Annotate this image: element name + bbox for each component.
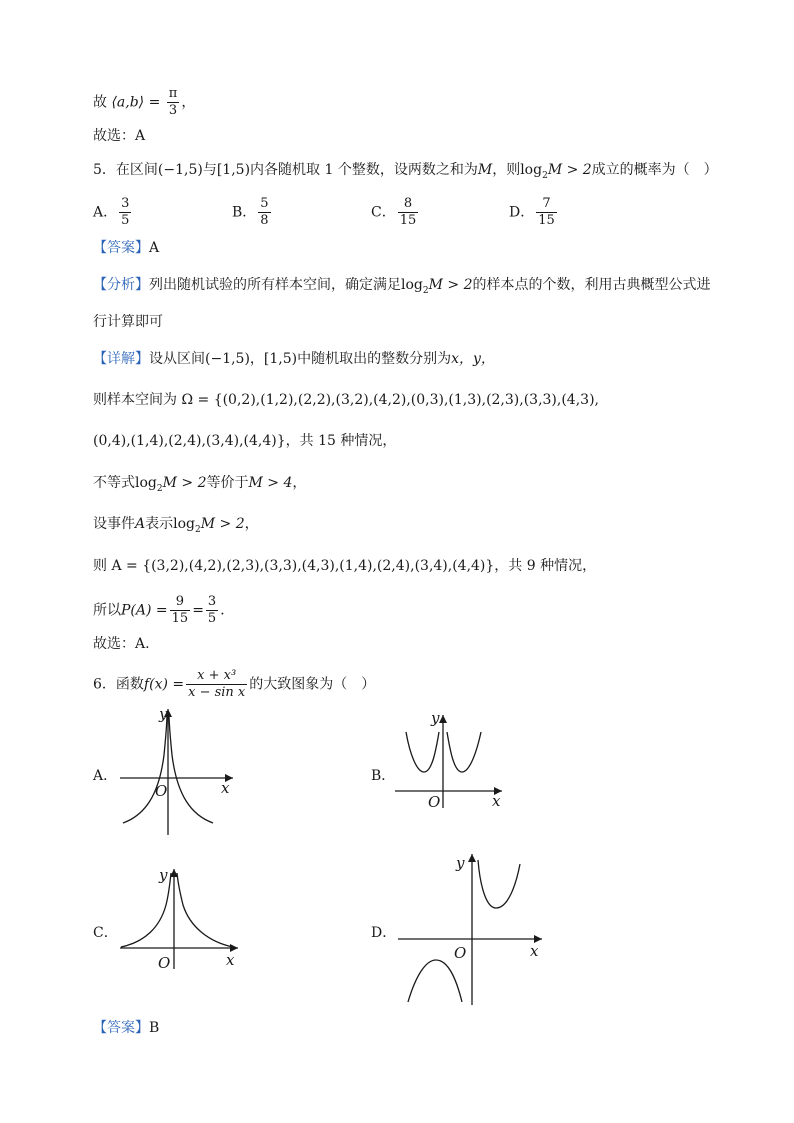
text: 6．函数 xyxy=(93,676,144,693)
math: log xyxy=(135,475,157,491)
math: f(x) = xyxy=(143,676,185,693)
fraction xyxy=(167,86,180,119)
y-label: y xyxy=(159,866,168,884)
detail-line-3: (0,4),(1,4),(2,4),(3,4),(4,4)}，共 15 种情况， xyxy=(93,433,397,449)
fraction xyxy=(258,196,270,229)
answer-value: B xyxy=(149,1020,160,1036)
math: M > 2 xyxy=(547,162,592,178)
curve-upper xyxy=(478,860,520,908)
text: 等价于 xyxy=(206,475,249,491)
denominator: 15 xyxy=(399,213,417,228)
text: 故 xyxy=(93,94,107,111)
y-arrow-icon xyxy=(439,715,447,723)
text: 成立的概率为（ ） xyxy=(591,162,718,178)
text: 设从区间 xyxy=(149,351,205,367)
math: (−1,5) xyxy=(205,351,250,367)
solution-line-angle xyxy=(93,86,195,119)
x-label: x xyxy=(226,951,235,969)
y-label: y xyxy=(431,709,440,727)
question-5 xyxy=(93,160,718,186)
y-arrow-icon xyxy=(468,854,476,862)
option-label: C． xyxy=(371,204,396,221)
text: 与 xyxy=(202,162,217,178)
graph-c xyxy=(115,865,245,973)
math: (−1,5) xyxy=(157,162,203,178)
math: A xyxy=(135,516,146,532)
detail-line-7 xyxy=(93,594,234,627)
detail-line-1 xyxy=(93,349,495,369)
denominator: 5 xyxy=(207,611,217,626)
x-label: x xyxy=(221,779,230,797)
curve-left xyxy=(406,732,439,772)
numerator: 3 xyxy=(121,196,130,211)
x-label: x xyxy=(530,942,539,960)
math: M > 2 xyxy=(200,516,245,532)
text: ， xyxy=(244,516,259,532)
denominator: 8 xyxy=(260,213,269,228)
fraction xyxy=(170,594,191,627)
math: [1,5) xyxy=(263,351,298,367)
text: 所以 xyxy=(93,602,121,619)
option-label: D． xyxy=(509,204,535,221)
subscript: 2 xyxy=(422,285,429,296)
subscript: 2 xyxy=(542,170,548,181)
choice-line: 故选：A xyxy=(93,128,146,144)
text: 中随机取出的整数分别为 xyxy=(297,351,452,367)
detail-line-5 xyxy=(93,514,259,540)
question-6 xyxy=(93,668,375,701)
y-label: y xyxy=(159,705,168,723)
text: 的大致图象为（ ） xyxy=(249,676,376,693)
analysis-line-1 xyxy=(93,275,710,301)
text: = xyxy=(192,602,204,619)
numerator: 3 xyxy=(207,594,217,609)
graph-b xyxy=(392,710,507,810)
curve-left xyxy=(123,713,167,823)
curve-right xyxy=(447,732,481,772)
origin-label: O xyxy=(428,793,441,811)
detail-line-2: 则样本空间为 Ω = {(0,2),(1,2),(2,2),(3,2),(4,2),(0,3),(1,3),(2,3),(3,3),(4,3), xyxy=(93,392,599,408)
subscript: 2 xyxy=(156,483,163,494)
text: 内各随机取 1 个整数，设两数之和为 xyxy=(250,162,478,178)
fraction xyxy=(398,196,419,229)
detail-line-6: 则 A = {(3,2),(4,2),(2,3),(3,3),(4,3),(1,4),(2,4),(3,4),(4,4)}，共 9 种情况， xyxy=(93,558,597,574)
fraction xyxy=(536,196,557,229)
text: ，则 xyxy=(492,162,521,178)
numerator: 7 xyxy=(536,196,557,213)
graph-d xyxy=(396,850,546,1008)
numerator: 5 xyxy=(260,196,269,211)
math: x，y， xyxy=(451,351,495,367)
answer-value: A xyxy=(149,240,160,256)
origin-label: O xyxy=(454,944,467,962)
numerator: x + x³ xyxy=(186,668,247,685)
curve-lower xyxy=(408,960,462,1002)
denominator: 3 xyxy=(168,103,178,118)
denominator: 5 xyxy=(121,213,130,228)
analysis-tag: 【分析】 xyxy=(93,277,149,293)
origin-label: O xyxy=(158,954,171,972)
text: 表示 xyxy=(145,516,174,532)
detail-line-4 xyxy=(93,473,306,499)
option-label: A． xyxy=(93,204,118,221)
option-a xyxy=(93,196,133,229)
denominator: 15 xyxy=(171,611,189,626)
answer-tag: 【答案】 xyxy=(93,1020,149,1036)
text: ， xyxy=(292,475,307,491)
math: log xyxy=(520,162,543,178)
x-label: x xyxy=(492,792,501,810)
option-b xyxy=(232,196,273,229)
curve-right xyxy=(177,873,233,947)
fraction xyxy=(206,594,218,627)
answer-tag: 【答案】 xyxy=(93,240,149,256)
graph-c-label: C． xyxy=(93,925,118,941)
math: M > 2 xyxy=(428,277,473,293)
option-label: B． xyxy=(232,204,257,221)
numerator: 9 xyxy=(170,594,191,611)
curve-left xyxy=(121,873,171,947)
y-label: y xyxy=(456,854,465,872)
text: 列出随机试验的所有样本空间，确定满足 xyxy=(149,277,401,293)
fraction xyxy=(186,668,247,701)
numerator: 8 xyxy=(398,196,419,213)
text: 不等式 xyxy=(93,475,135,491)
subscript: 2 xyxy=(195,524,201,535)
text: ． xyxy=(220,602,235,619)
numerator: π xyxy=(168,86,178,101)
math: log xyxy=(173,516,195,532)
graph-a xyxy=(115,705,245,840)
math: M xyxy=(477,162,493,178)
text: 的样本点的个数，利用古典概型公式进 xyxy=(472,277,711,293)
option-d xyxy=(509,196,559,229)
math: [1,5) xyxy=(216,162,251,178)
analysis-line-2: 行计算即可 xyxy=(93,314,163,330)
origin-label: O xyxy=(155,782,168,800)
math: log xyxy=(401,277,423,293)
text: ， xyxy=(249,351,264,367)
graph-a-label: A． xyxy=(93,768,118,784)
text: 5．在区间 xyxy=(93,162,158,178)
denominator: x − sin x xyxy=(188,685,246,700)
option-c xyxy=(371,196,420,229)
denominator: 15 xyxy=(538,213,555,228)
math: M > 2 xyxy=(162,475,207,491)
detail-line-8: 故选：A. xyxy=(93,636,150,652)
math-angle: ⟨a,b⟩ = xyxy=(111,94,161,111)
answer-6 xyxy=(93,1018,159,1038)
graph-d-label: D． xyxy=(371,925,397,941)
math: P(A) = xyxy=(121,602,168,619)
text: ， xyxy=(181,94,196,111)
math: M > 4 xyxy=(248,475,293,491)
graph-b-label: B． xyxy=(371,768,396,784)
curve-right xyxy=(169,713,213,823)
detail-tag: 【详解】 xyxy=(93,351,149,367)
fraction xyxy=(119,196,131,229)
text: 设事件 xyxy=(93,516,135,532)
answer-5 xyxy=(93,238,159,258)
